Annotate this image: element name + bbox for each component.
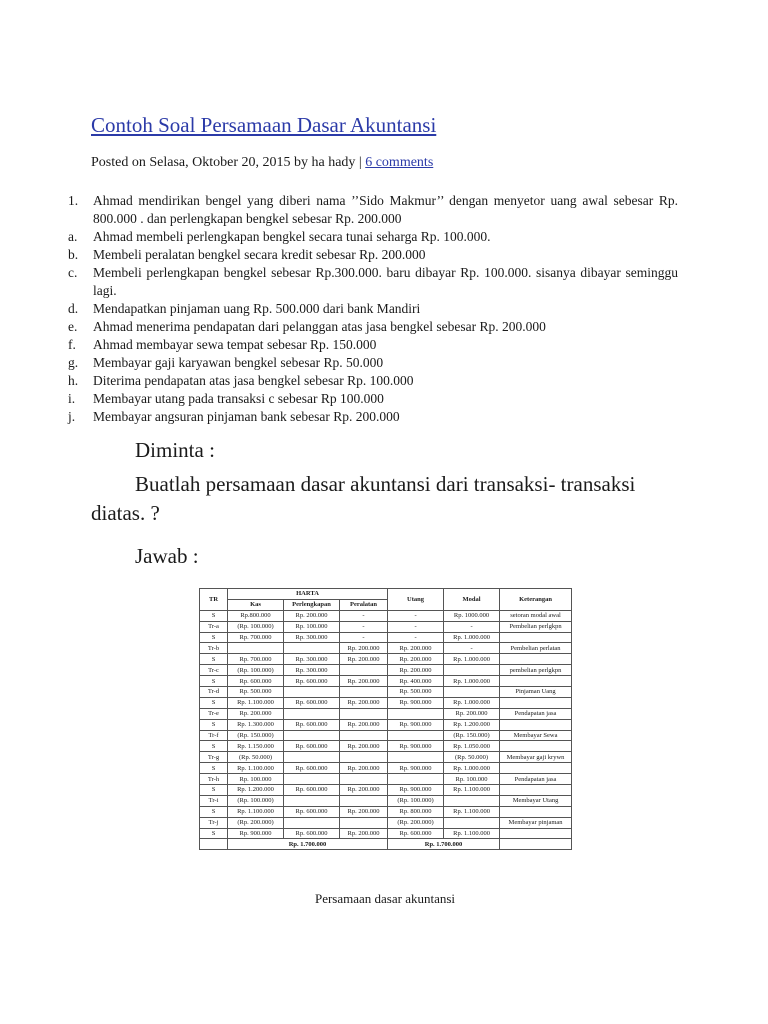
header-peralatan: Peralatan — [340, 599, 388, 610]
total-utang-modal: Rp. 1.700.000 — [388, 839, 500, 850]
table-cell — [340, 687, 388, 698]
table-row — [200, 795, 572, 806]
post-meta-text: Posted on Selasa, Oktober 20, 2015 by ha hady | — [91, 155, 366, 170]
table-cell — [500, 632, 572, 643]
list-item — [68, 246, 678, 264]
table-cell: Rp. 200.000 — [284, 610, 340, 621]
list-item-text: Mendapatkan pinjaman uang Rp. 500.000 dari bank Mandiri — [93, 301, 421, 316]
table-cell: Rp. 300.000 — [284, 665, 340, 676]
table-cell: Tr-f — [200, 730, 228, 741]
table-cell: S — [200, 741, 228, 752]
table-cell: Rp. 200.000 — [340, 654, 388, 665]
table-cell: - — [444, 621, 500, 632]
table-cell: (Rp. 100.000) — [228, 665, 284, 676]
table-cell — [444, 795, 500, 806]
page-title[interactable]: Contoh Soal Persamaan Dasar Akuntansi — [91, 113, 437, 137]
table-cell: Rp. 800.000 — [388, 806, 444, 817]
table-cell — [284, 795, 340, 806]
table-cell — [444, 665, 500, 676]
total-harta: Rp. 1.700.000 — [228, 839, 388, 850]
table-row — [200, 741, 572, 752]
list-item — [68, 390, 678, 408]
table-cell: Rp. 300.000 — [284, 632, 340, 643]
table-row — [200, 643, 572, 654]
table-cell: Rp. 200.000 — [340, 763, 388, 774]
table-cell: Rp. 600.000 — [284, 676, 340, 687]
table-cell: Rp. 1.100.000 — [444, 828, 500, 839]
list-item-text: Ahmad menerima pendapatan dari pelanggan atas jasa bengkel sebesar Rp. 200.000 — [93, 319, 546, 334]
list-item-text: Ahmad mendirikan bengel yang diberi nama ’’Sido Makmur’’ dengan menyetor uang awal sebesar Rp. 800.000 . dan perlengkapan bengkel sebesar Rp. 200.000 — [93, 193, 678, 226]
table-cell: (Rp. 100.000) — [388, 795, 444, 806]
table-cell: - — [388, 621, 444, 632]
table-cell — [388, 708, 444, 719]
table-row — [200, 621, 572, 632]
list-item-label: d. — [68, 301, 79, 316]
table-cell — [388, 730, 444, 741]
table-cell: S — [200, 654, 228, 665]
post-meta — [91, 155, 433, 171]
table-row — [200, 632, 572, 643]
table-cell — [340, 774, 388, 785]
table-cell: Tr-d — [200, 687, 228, 698]
table-row — [200, 817, 572, 828]
table-cell — [340, 752, 388, 763]
list-item-label: a. — [68, 229, 78, 244]
table-cell: Rp. 300.000 — [284, 654, 340, 665]
table-cell: Rp. 1.000.000 — [444, 632, 500, 643]
table-cell: Rp. 200.000 — [340, 643, 388, 654]
table-cell: Pembelian perlatan — [500, 643, 572, 654]
table-cell: Rp. 1.100.000 — [444, 785, 500, 796]
table-row — [200, 697, 572, 708]
table-cell: (Rp. 150.000) — [444, 730, 500, 741]
table-cell: Tr-c — [200, 665, 228, 676]
header-perlengkapan: Perlengkapan — [284, 599, 340, 610]
list-item — [68, 372, 678, 390]
list-item-text: Ahmad membayar sewa tempat sebesar Rp. 150.000 — [93, 337, 377, 352]
question-text: Buatlah persamaan dasar akuntansi dari transaksi- transaksi diatas. ? — [91, 472, 636, 525]
table-cell: Membayar pinjaman — [500, 817, 572, 828]
table-cell: Rp. 400.000 — [388, 676, 444, 687]
table-cell: Tr-i — [200, 795, 228, 806]
table-cell — [340, 708, 388, 719]
table-cell: Rp. 600.000 — [284, 741, 340, 752]
table-cell: Rp. 200.000 — [388, 654, 444, 665]
table-cell: Rp. 200.000 — [388, 643, 444, 654]
table-cell — [284, 687, 340, 698]
table-cell: Rp. 1.100.000 — [444, 806, 500, 817]
table-cell: Tr-g — [200, 752, 228, 763]
table-row — [200, 785, 572, 796]
list-item-text: Membayar gaji karyawan bengkel sebesar Rp. 50.000 — [93, 355, 384, 370]
table-cell: Rp. 1.150.000 — [228, 741, 284, 752]
table-cell — [444, 817, 500, 828]
table-cell: Rp. 1.200.000 — [444, 719, 500, 730]
table-cell: Tr-a — [200, 621, 228, 632]
table-cell — [388, 752, 444, 763]
list-item-text: Membeli perlengkapan bengkel sebesar Rp.300.000. baru dibayar Rp. 100.000. sisanya dibayar seminggu lagi. — [93, 265, 678, 298]
header-kas: Kas — [228, 599, 284, 610]
list-item-label: b. — [68, 247, 79, 262]
table-cell: (Rp. 100.000) — [228, 795, 284, 806]
list-item — [68, 408, 678, 426]
table-cell: Rp. 900.000 — [228, 828, 284, 839]
table-cell — [284, 752, 340, 763]
table-cell: Rp. 700.000 — [228, 632, 284, 643]
table-cell: Pembelian perlgkpn — [500, 621, 572, 632]
table-cell: - — [388, 632, 444, 643]
table-cell: Rp. 700.000 — [228, 654, 284, 665]
table-cell: Membayar Sewa — [500, 730, 572, 741]
table-cell: Rp. 900.000 — [388, 697, 444, 708]
list-item-label: c. — [68, 265, 78, 280]
table-cell — [500, 719, 572, 730]
table-cell: S — [200, 806, 228, 817]
table-cell: S — [200, 676, 228, 687]
table-row — [200, 665, 572, 676]
list-item-text: Membayar utang pada transaksi c sebesar Rp 100.000 — [93, 391, 384, 406]
header-keterangan: Keterangan — [500, 589, 572, 611]
list-item-text: Ahmad membeli perlengkapan bengkel secara tunai seharga Rp. 100.000. — [93, 229, 491, 244]
table-cell: Rp. 200.000 — [340, 719, 388, 730]
table-caption: Persamaan dasar akuntansi — [314, 891, 456, 906]
table-row — [200, 708, 572, 719]
table-cell: - — [340, 621, 388, 632]
table-cell: Rp. 600.000 — [228, 676, 284, 687]
table-cell: - — [388, 610, 444, 621]
table-cell — [500, 697, 572, 708]
list-item-label: j. — [68, 409, 76, 424]
table-cell: Rp. 200.000 — [340, 741, 388, 752]
list-item — [68, 318, 678, 336]
list-item — [68, 354, 678, 372]
table-row — [200, 676, 572, 687]
table-cell: (Rp. 50.000) — [228, 752, 284, 763]
header-utang: Utang — [388, 589, 444, 611]
list-item — [68, 300, 678, 318]
table-cell: Rp. 200.000 — [340, 785, 388, 796]
table-cell — [340, 665, 388, 676]
table-cell: Rp. 600.000 — [284, 763, 340, 774]
table-cell: S — [200, 697, 228, 708]
table-cell: S — [200, 785, 228, 796]
table-row — [200, 752, 572, 763]
table-cell: (Rp. 100.000) — [228, 621, 284, 632]
table-cell: Membayar gaji krywn — [500, 752, 572, 763]
table-cell: Rp. 200.000 — [340, 676, 388, 687]
list-item — [68, 336, 678, 354]
table-row — [200, 774, 572, 785]
table-cell: (Rp. 200.000) — [228, 817, 284, 828]
list-item — [68, 264, 678, 300]
table-cell — [340, 730, 388, 741]
table-cell: Rp. 600.000 — [284, 697, 340, 708]
table-cell: Rp. 100.000 — [228, 774, 284, 785]
table-cell: pembelian perlgkpn — [500, 665, 572, 676]
table-cell: Rp. 1.300.000 — [228, 719, 284, 730]
table-cell: Rp. 600.000 — [284, 806, 340, 817]
table-cell: Rp. 900.000 — [388, 719, 444, 730]
table-cell: Rp. 200.000 — [388, 665, 444, 676]
table-cell — [500, 763, 572, 774]
list-item — [68, 228, 678, 246]
table-cell: Rp. 600.000 — [284, 785, 340, 796]
table-cell: Rp. 1.100.000 — [228, 763, 284, 774]
list-item-label: g. — [68, 355, 79, 370]
table-cell — [500, 741, 572, 752]
table-row — [200, 763, 572, 774]
accounting-table — [199, 588, 571, 850]
table-row — [200, 610, 572, 621]
table-cell — [500, 654, 572, 665]
table-cell: Rp. 200.000 — [340, 806, 388, 817]
table-cell: Rp. 1.100.000 — [228, 806, 284, 817]
table-cell: Rp. 1.200.000 — [228, 785, 284, 796]
table-cell: Rp. 600.000 — [388, 828, 444, 839]
table-cell: S — [200, 719, 228, 730]
table-cell: Rp. 500.000 — [388, 687, 444, 698]
list-item-text: Membayar angsuran pinjaman bank sebesar Rp. 200.000 — [93, 409, 400, 424]
table-cell: Rp. 100.000 — [444, 774, 500, 785]
table-cell: (Rp. 50.000) — [444, 752, 500, 763]
table-cell: S — [200, 632, 228, 643]
table-cell: S — [200, 763, 228, 774]
list-item-text: Diterima pendapatan atas jasa bengkel sebesar Rp. 100.000 — [93, 373, 414, 388]
table-cell: S — [200, 610, 228, 621]
comments-link[interactable]: 6 comments — [365, 155, 434, 170]
table-row — [200, 654, 572, 665]
table-cell — [500, 828, 572, 839]
table-cell: Pinjaman Uang — [500, 687, 572, 698]
header-harta: HARTA — [228, 589, 388, 600]
table-cell — [444, 687, 500, 698]
table-cell: Rp. 1.050.000 — [444, 741, 500, 752]
table-cell: - — [340, 610, 388, 621]
table-cell: Tr-j — [200, 817, 228, 828]
table-cell: Rp. 200.000 — [340, 828, 388, 839]
table-cell: Rp. 1.000.000 — [444, 763, 500, 774]
list-item-label: 1. — [68, 193, 79, 208]
table-cell: Tr-h — [200, 774, 228, 785]
diminta-heading: Diminta : — [135, 438, 215, 462]
table-cell: Rp. 100.000 — [284, 621, 340, 632]
table-row — [200, 730, 572, 741]
table-row — [200, 687, 572, 698]
header-tr: TR — [200, 589, 228, 611]
list-item — [68, 192, 678, 228]
table-cell — [500, 676, 572, 687]
list-item-label: i. — [68, 391, 76, 406]
table-cell: Rp. 1.100.000 — [228, 697, 284, 708]
table-cell: setoran modal awal — [500, 610, 572, 621]
table-cell: Rp. 1.000.000 — [444, 676, 500, 687]
table-cell — [284, 817, 340, 828]
list-item-label: e. — [68, 319, 78, 334]
table-cell — [228, 643, 284, 654]
table-cell — [284, 643, 340, 654]
table-row — [200, 806, 572, 817]
table-cell — [388, 774, 444, 785]
table-cell: - — [444, 643, 500, 654]
list-item-text: Membeli peralatan bengkel secara kredit sebesar Rp. 200.000 — [93, 247, 426, 262]
table-cell — [340, 795, 388, 806]
table-cell: Pendapatan jasa — [500, 774, 572, 785]
table-cell: Rp. 1.000.000 — [444, 654, 500, 665]
table-cell: S — [200, 828, 228, 839]
table-cell: Rp. 600.000 — [284, 828, 340, 839]
list-item-label: h. — [68, 373, 79, 388]
table-row — [200, 719, 572, 730]
table-cell: Rp. 1.000.000 — [444, 697, 500, 708]
table-cell — [284, 730, 340, 741]
table-cell — [500, 785, 572, 796]
table-cell: Rp. 900.000 — [388, 741, 444, 752]
jawab-heading: Jawab : — [135, 544, 199, 568]
table-cell: Rp. 200.000 — [228, 708, 284, 719]
table-cell — [500, 806, 572, 817]
table-cell: Tr-b — [200, 643, 228, 654]
table-row — [200, 828, 572, 839]
table-cell — [284, 708, 340, 719]
table-cell: Tr-e — [200, 708, 228, 719]
table-cell: Membayar Utang — [500, 795, 572, 806]
list-item-label: f. — [68, 337, 76, 352]
table-cell: Rp. 1000.000 — [444, 610, 500, 621]
table-cell: Rp. 200.000 — [444, 708, 500, 719]
table-cell: - — [340, 632, 388, 643]
table-cell: Pendapatan jasa — [500, 708, 572, 719]
table-cell: (Rp. 200.000) — [388, 817, 444, 828]
table-cell: Rp. 600.000 — [284, 719, 340, 730]
table-cell: Rp.800.000 — [228, 610, 284, 621]
header-modal: Modal — [444, 589, 500, 611]
table-cell: Rp. 900.000 — [388, 785, 444, 796]
table-cell: Rp. 500.000 — [228, 687, 284, 698]
table-cell — [284, 774, 340, 785]
table-cell — [340, 817, 388, 828]
table-cell: Rp. 200.000 — [340, 697, 388, 708]
table-cell: Rp. 900.000 — [388, 763, 444, 774]
table-cell: (Rp. 150.000) — [228, 730, 284, 741]
transaction-list — [68, 192, 678, 426]
